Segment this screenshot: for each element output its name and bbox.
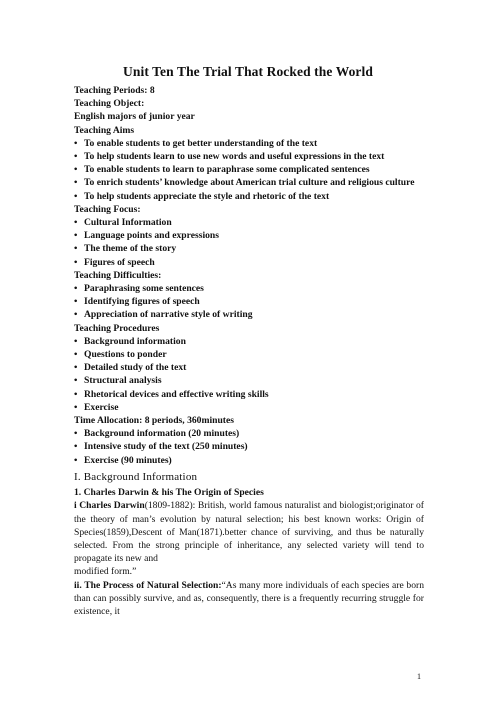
bullet-icon: • xyxy=(74,296,78,308)
list-item: • Rhetorical devices and effective writing skills xyxy=(74,388,269,400)
list-item: • To enable students to learn to paraphrase some complicated sentences xyxy=(74,164,370,176)
teaching-periods: Teaching Periods: 8 xyxy=(74,85,155,96)
teaching-object-value: English majors of junior year xyxy=(74,111,195,123)
list-item: • To help students learn to use new words and useful expressions in the text xyxy=(74,151,385,163)
list-item: • The theme of the story xyxy=(74,243,177,255)
subsection-heading: 1. Charles Darwin & his The Origin of Species xyxy=(74,487,264,499)
paragraph-darwin xyxy=(74,499,424,565)
teaching-focus-list xyxy=(74,216,424,269)
teaching-aims-list xyxy=(74,137,424,203)
bullet-icon: • xyxy=(74,137,78,149)
bullet-icon: • xyxy=(74,190,78,202)
section-heading: I. Background Information xyxy=(74,470,198,483)
paragraph-natural-selection xyxy=(74,579,424,619)
bullet-icon: • xyxy=(74,349,78,361)
paragraph-body: (1809-1882): British, world famous naturalist and biologist;originator of the theory of man’s evolution by natural selection; his best known works: Origin of Species(1859),Descent of Man(1871).better chance of surviving, and thus be naturally selected. From the strong principle of inheritance, any selected variety will tend to propagate its new and xyxy=(74,500,424,565)
list-item: • Identifying figures of speech xyxy=(74,296,200,308)
teaching-difficulties-label: Teaching Difficulties: xyxy=(74,269,162,281)
bullet-icon: • xyxy=(74,151,78,163)
bullet-icon: • xyxy=(74,441,78,453)
list-item: • To enable students to get better understanding of the text xyxy=(74,137,318,149)
time-allocation-list xyxy=(74,427,424,467)
teaching-procedures-list xyxy=(74,335,424,414)
list-item: • Appreciation of narrative style of writing xyxy=(74,309,253,321)
paragraph-tail: modified form.” xyxy=(74,566,137,578)
paragraph-lead: i Charles Darwin xyxy=(74,500,145,512)
list-item: • Paraphrasing some sentences xyxy=(74,283,204,295)
bullet-icon: • xyxy=(74,388,78,400)
list-item: • Questions to ponder xyxy=(74,349,167,361)
list-item: • To help students appreciate the style and rhetoric of the text xyxy=(74,190,330,202)
list-item: • Detailed study of the text xyxy=(74,362,187,374)
bullet-icon: • xyxy=(74,428,78,440)
page-title: Unit Ten The Trial That Rocked the World xyxy=(123,64,373,79)
bullet-icon: • xyxy=(74,309,78,321)
list-item: • Background information xyxy=(74,335,186,347)
teaching-difficulties-list xyxy=(74,282,424,322)
bullet-icon: • xyxy=(74,454,78,466)
bullet-icon: • xyxy=(74,335,78,347)
paragraph-lead: ii. The Process of Natural Selection: xyxy=(74,579,222,591)
bullet-icon: • xyxy=(74,243,78,255)
bullet-icon: • xyxy=(74,217,78,229)
teaching-procedures-label: Teaching Procedures xyxy=(74,322,160,334)
bullet-icon: • xyxy=(74,177,78,189)
list-item: • Background information (20 minutes) xyxy=(74,428,240,440)
bullet-icon: • xyxy=(74,164,78,176)
paragraph-body: “As many more individuals of each species are born than can possibly survive, and as, consequently, there is a frequently recurring struggle for existence, it xyxy=(74,579,424,617)
bullet-icon: • xyxy=(74,256,78,268)
list-item: • Language points and expressions xyxy=(74,230,219,242)
bullet-icon: • xyxy=(74,283,78,295)
list-item: • Structural analysis xyxy=(74,375,162,387)
teaching-object-label: Teaching Object: xyxy=(74,98,145,110)
page-number: 1 xyxy=(417,672,421,681)
list-item: • To enrich students’ knowledge about American trial culture and religious culture xyxy=(74,177,415,189)
list-item: • Exercise (90 minutes) xyxy=(74,454,172,466)
teaching-aims-label: Teaching Aims xyxy=(74,124,135,136)
bullet-icon: • xyxy=(74,230,78,242)
list-item: • Intensive study of the text (250 minutes) xyxy=(74,441,248,453)
teaching-focus-label: Teaching Focus: xyxy=(74,203,141,215)
list-item: • Exercise xyxy=(74,401,119,413)
bullet-icon: • xyxy=(74,362,78,374)
list-item: • Cultural Information xyxy=(74,217,172,229)
list-item: • Figures of speech xyxy=(74,256,155,268)
document-body xyxy=(74,84,424,618)
bullet-icon: • xyxy=(74,375,78,387)
time-allocation-label: Time Allocation: 8 periods, 360minutes xyxy=(74,415,234,427)
bullet-icon: • xyxy=(74,401,78,413)
